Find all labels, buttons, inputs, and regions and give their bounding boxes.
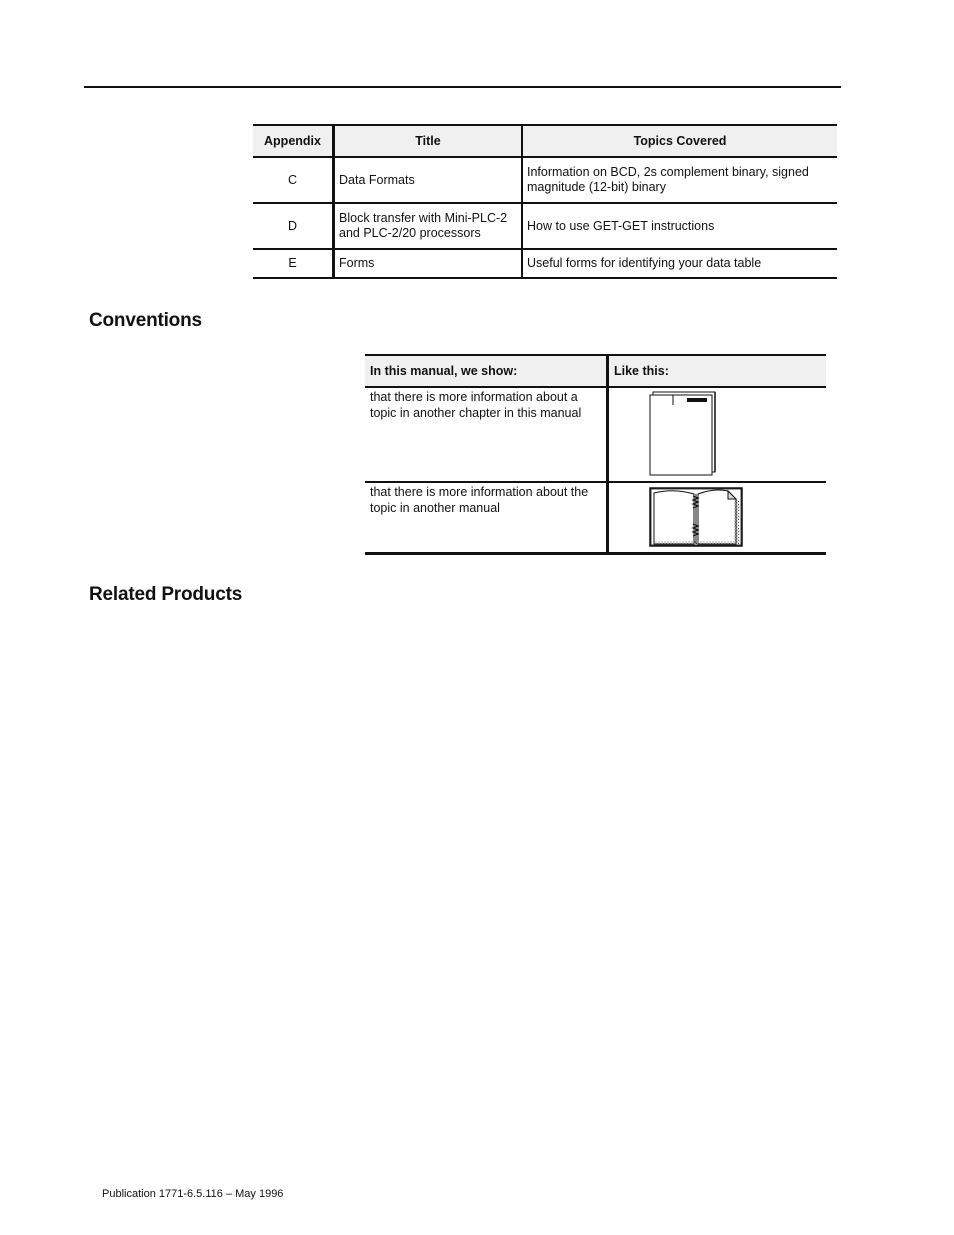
column-header-like-this: Like this: [608,355,827,387]
publication-footer: Publication 1771-6.5.116 – May 1996 [102,1188,284,1200]
header-rule [84,86,841,88]
open-manual-book-icon [648,486,821,552]
appendix-table [253,124,837,279]
convention-example-cell [608,387,827,482]
appendix-title: Data Formats [334,157,523,203]
appendix-title: Forms [334,249,523,278]
convention-description: that there is more information about the topic in another manual [365,482,608,554]
table-row [253,157,837,203]
conventions-table [365,354,826,555]
column-header-we-show: In this manual, we show: [365,355,608,387]
appendix-title: Block transfer with Mini-PLC-2 and PLC-2/20 processors [334,203,523,249]
table-row [253,203,837,249]
appendix-topics: Useful forms for identifying your data table [522,249,837,278]
section-heading-related-products: Related Products [89,584,243,605]
appendix-topics: How to use GET-GET instructions [522,203,837,249]
convention-example-cell [608,482,827,554]
section-heading-conventions: Conventions [89,310,202,331]
column-header-topics: Topics Covered [522,125,837,157]
table-row [365,482,826,554]
convention-description: that there is more information about a topic in another chapter in this manual [365,387,608,482]
appendix-letter: C [253,157,334,203]
appendix-letter: D [253,203,334,249]
appendix-table-header [253,125,837,157]
chapter-document-icon [648,391,821,481]
table-row [253,249,837,278]
appendix-topics: Information on BCD, 2s complement binary, signed magnitude (12-bit) binary [522,157,837,203]
appendix-letter: E [253,249,334,278]
column-header-appendix: Appendix [253,125,334,157]
conventions-table-header [365,355,826,387]
table-row [365,387,826,482]
column-header-title: Title [334,125,523,157]
